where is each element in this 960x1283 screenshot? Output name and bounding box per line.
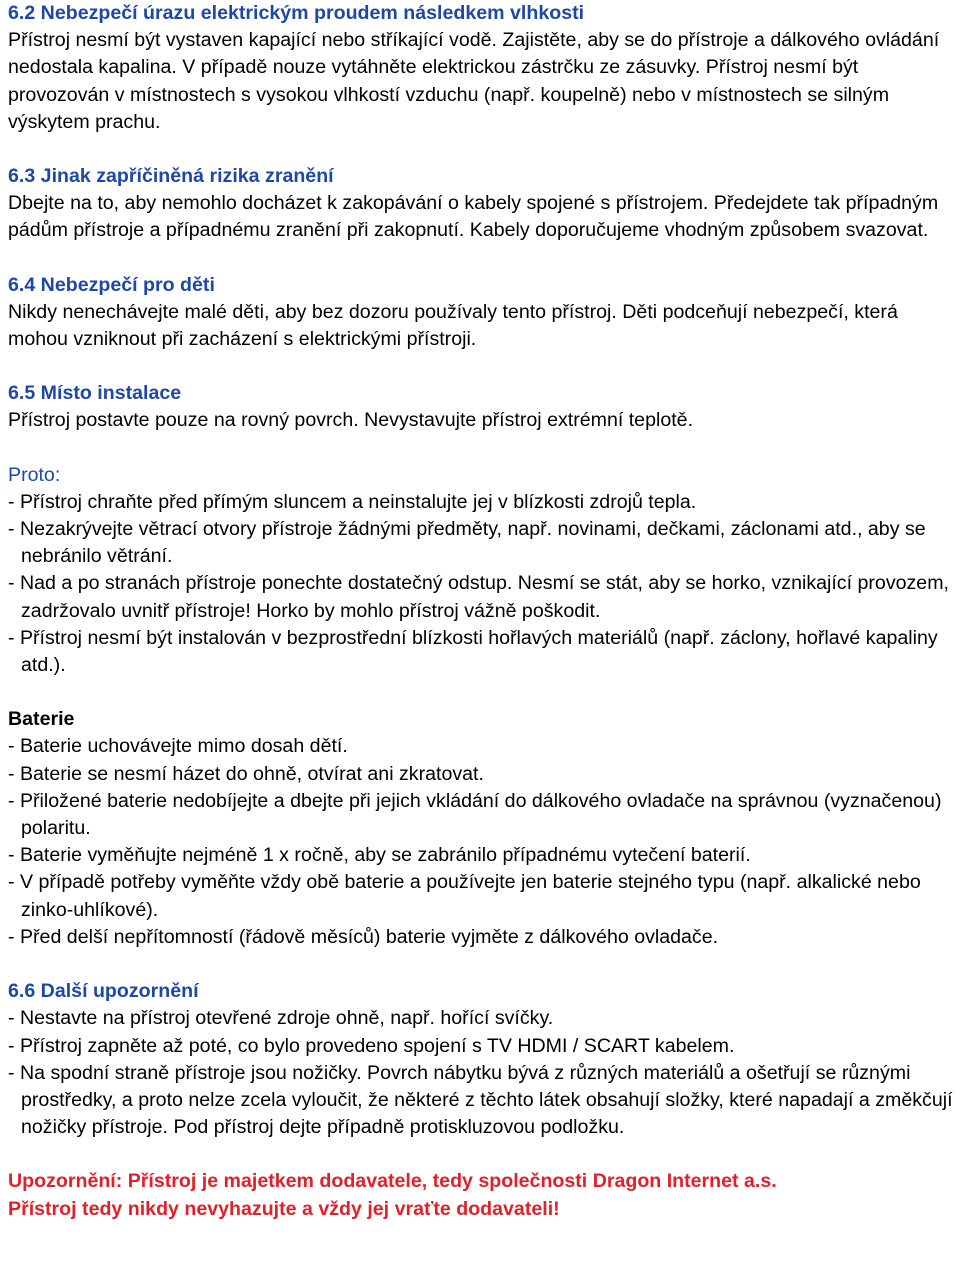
baterie-heading: Baterie <box>8 708 75 731</box>
section-proto <box>8 462 953 680</box>
list-item: - V případě potřeby vyměňte vždy obě baterie a používejte jen baterie stejného typu (např. alkalické nebo zinko-uhlíkové). <box>8 871 921 921</box>
warning-line: Přístroj tedy nikdy nevyhazujte a vždy jej vraťte dodavateli! <box>8 1197 560 1220</box>
list-item: - Přístroj zapněte až poté, co bylo provedeno spojení s TV HDMI / SCART kabelem. <box>8 1034 735 1057</box>
section-paragraph: Nikdy nenechávejte malé děti, aby bez dozoru používaly tento přístroj. Děti podceňují nebezpečí, která mohou vzniknout při zacházení s elektrickými přístroji. <box>8 300 898 351</box>
section-paragraph: Přístroj nesmí být vystaven kapající nebo stříkající vodě. Zajistěte, aby se do přístroje a dálkového ovládání nedostala kapalina. V případě nouze vytáhněte elektrickou zástrčku ze zásuvky. Přístroj nesmí být provozován v místnostech s vysokou vlhkostí vzduchu (např. koupelně) nebo v místnostech se silným výskytem prachu. <box>8 29 940 133</box>
section-paragraph: Přístroj postavte pouze na rovný povrch. Nevystavujte přístroj extrémní teplotě. <box>8 409 694 432</box>
warning-block <box>8 1168 953 1222</box>
section-6-5 <box>8 380 953 434</box>
list-item: - Přístroj nesmí být instalován v bezprostřední blízkosti hořlavých materiálů (např. záclony, hořlavé kapaliny atd.). <box>8 626 938 677</box>
proto-heading: Proto: <box>8 463 61 486</box>
list-item: - Baterie vyměňujte nejméně 1 x ročně, aby se zabránilo případnému vytečení baterií. <box>8 844 751 867</box>
section-heading: 6.2 Nebezpečí úrazu elektrickým proudem následkem vlhkosti <box>8 2 585 24</box>
section-6-3 <box>8 163 953 245</box>
list-item: - Nezakrývejte větrací otvory přístroje žádnými předměty, např. novinami, dečkami, záclonami atd., aby se nebránilo větrání. <box>8 518 926 568</box>
list-item: - Baterie se nesmí házet do ohně, otvírat ani zkratovat. <box>8 762 484 785</box>
list-item: - Před delší nepřítomností (řádově měsíců) baterie vyjměte z dálkového ovladače. <box>8 925 719 948</box>
section-6-4 <box>8 272 953 354</box>
section-heading: 6.4 Nebezpečí pro děti <box>8 273 215 296</box>
list-item: - Přiložené baterie nedobíjejte a dbejte při jejich vkládání do dálkového ovladače na správnou (vyznačenou) polaritu. <box>8 789 942 840</box>
list-item: - Baterie uchovávejte mimo dosah dětí. <box>8 735 348 758</box>
document-page <box>8 0 953 1223</box>
section-paragraph: Dbejte na to, aby nemohlo docházet k zakopávání o kabely spojené s přístrojem. Předejdete tak případným pádům přístroje a případnému zranění při zakopnutí. Kabely doporučujeme vhodným způsobem svazovat. <box>8 192 939 242</box>
warning-line: Upozornění: Přístroj je majetkem dodavatele, tedy společnosti Dragon Internet a.s. <box>8 1170 777 1193</box>
section-6-2 <box>8 0 953 136</box>
list-item: - Přístroj chraňte před přímým sluncem a neinstalujte jej v blízkosti zdrojů tepla. <box>8 490 697 513</box>
section-heading: 6.3 Jinak zapříčiněná rizika zranění <box>8 165 334 188</box>
section-heading: 6.6 Další upozornění <box>8 980 199 1003</box>
list-item: - Nad a po stranách přístroje ponechte dostatečný odstup. Nesmí se stát, aby se horko, vznikající provozem, zadržovalo uvnitř přístroje! Horko by mohlo přístroj vážně poškodit. <box>8 572 949 622</box>
section-heading: 6.5 Místo instalace <box>8 382 182 405</box>
list-item: - Na spodní straně přístroje jsou nožičky. Povrch nábytku bývá z různých materiálů a ošetřují se různými prostředky, a proto nelze zcela vyloučit, že některé z těchto látek obsahují složky, které napadají a změkčují nožičky přístroje. Pod přístroj dejte případně protiskluzovou podložku. <box>8 1061 953 1139</box>
section-6-6 <box>8 978 953 1141</box>
section-baterie <box>8 706 953 951</box>
list-item: - Nestavte na přístroj otevřené zdroje ohně, např. hořící svíčky. <box>8 1007 554 1030</box>
